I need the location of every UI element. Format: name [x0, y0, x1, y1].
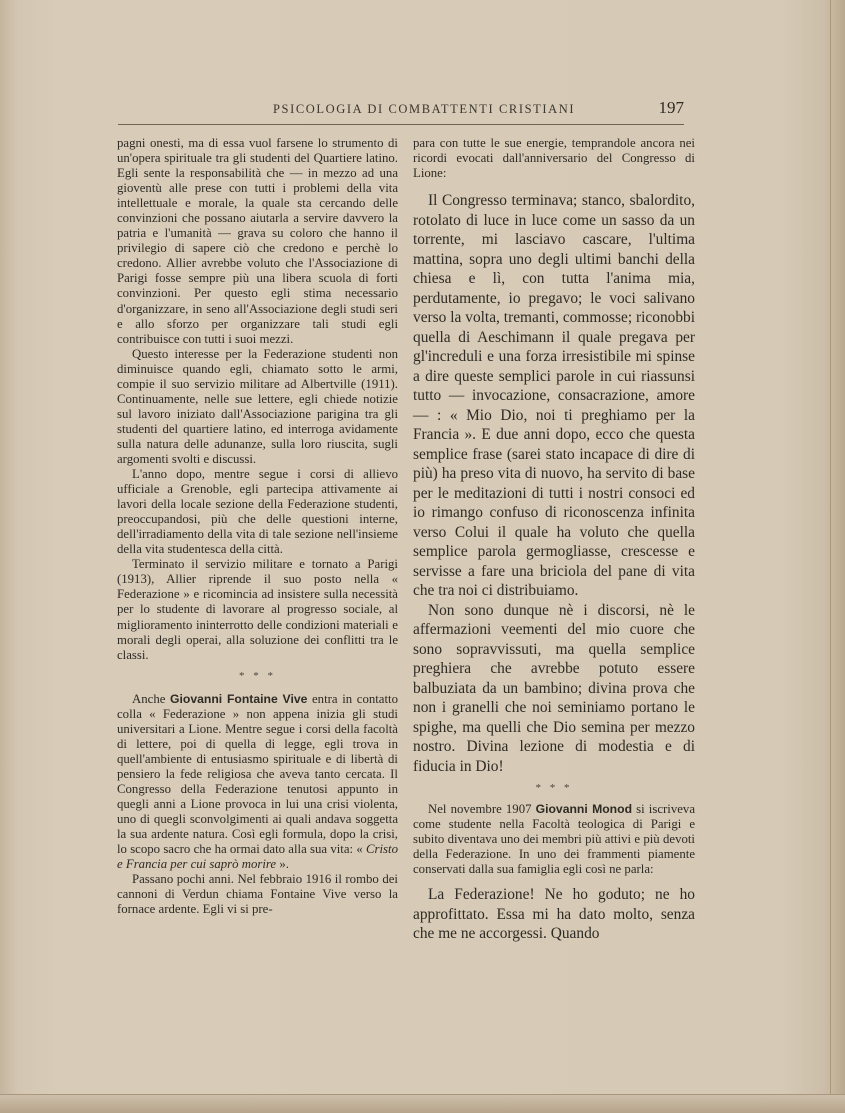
paragraph — [413, 802, 695, 877]
header-rule — [118, 124, 684, 125]
page-edge-right — [830, 0, 845, 1113]
text-run: Anche — [132, 691, 171, 706]
paragraph: L'anno dopo, mentre segue i corsi di allievo ufficiale a Grenoble, egli partecipa attivamente ai lavori della locale sezione della Federazione studenti, preoccupandosi, più che delle questioni interne, dell'irradiamento della vita di tale sezione nell'insieme della vita studentesca della città. — [117, 467, 398, 557]
person-name: Giovanni Monod — [535, 802, 633, 817]
quotation-paragraph: La Federazione! Ne ho goduto; ne ho approfittato. Essa mi ha dato molto, senza che me ne accorgessi. Quando — [413, 886, 695, 943]
paragraph: Questo interesse per la Federazione studenti non diminuisce quando egli, chiamato sotto le armi, compie il suo servizio militare ad Albertville (1911). Continuamente, nelle sue lettere, egli chiede notizie sul lavoro iniziato dall'Associazione parigina tra gli studenti del quartiere latino, ed interroga avidamente sulla natura delle adunanze, sulla loro riuscita, sugli argomenti svolti e discussi. — [117, 346, 398, 466]
quoted-motto: Cristo e Francia per cui saprò morire — [117, 842, 398, 872]
section-separator: * * * — [535, 782, 573, 795]
text-run: Nel novembre 1907 — [428, 802, 536, 817]
paragraph — [117, 692, 398, 873]
person-name: Giovanni Fontaine Vive — [170, 691, 308, 706]
text-run: entra in contatto colla « Federazione » non appena inizia gli studi universitari a Lione. Mentre segue i corsi della facoltà di lettere, poi di quella di legge, egli trova in quell'ambiente di entusiasmo spirituale e di libertà di pensiero la fede religiosa che aveva tanto cercata. Il Congresso della Federazione tenutosi appunto in quegli anni a Lione provoca in lui una crisi violenta, uno di quegli sconvolgimenti ai quali andava soggetta la sua ardente natura. Così egli formula, dopo la crisi, lo scopo sacro che ha ormai dato alla sua vita: « — [117, 691, 398, 857]
paragraph: pagni onesti, ma di essa vuol farsene lo strumento di un'opera spirituale tra gli studenti del Quartiere latino. Egli sente la responsabilità che — in mezzo ad una gioventù alle prese con tutti i problemi della vita intellettuale e morale, la quale sta cercando delle convinzioni che possano aiutarla a servire davvero la patria e l'umanità — grava su coloro che hanno il privilegio di sapere ciò che credono e perchè lo credono. Allier avrebbe voluto che l'Associazione di Parigi fosse sempre più una libera scuola di forti convinzioni. Per questo egli stima necessario d'organizzare, in seno all'Associazione degli studi seri e allo sforzo per organizzare tali studi egli contribuisce con tutti i suoi mezzi. — [117, 136, 398, 346]
text-run: si iscriveva come studente nella Facoltà teologica di Parigi e subito diventava uno dei membri più attivi e più devoti della Federazione. In uno dei frammenti piamente conservati dalla sua famiglia egli così ne parla: — [413, 802, 695, 877]
quotation-paragraph: Non sono dunque nè i discorsi, nè le affermazioni veementi del mio cuore che sono sopravvissuti, ma quella semplice preghiera che avrebbe potuto essere balbuziata da un bambino; divina prova che non i granelli che noi seminiamo portano le spighe, ma quelli che Dio semina per mezzo nostro. Divina lezione di modestia e di fiducia in Dio! — [413, 601, 695, 775]
paragraph: Terminato il servizio militare e tornato a Parigi (1913), Allier riprende il suo posto nella « Federazione » e ricomincia ad insistere sulla necessità per lo studente di lavorare al progresso sociale, al miglioramento ininterrotto delle condizioni materiali e morali degli operai, alla soluzione dei conflitti tra le classi. — [117, 557, 398, 662]
quotation-paragraph: Il Congresso terminava; stanco, sbalordito, rotolato di luce in luce come un sasso da un torrente, mi lasciavo cascare, l'ultima mattina, sopra uno degli ultimi banchi della chiesa e lì, con tutta l'anima mia, perdutamente, io pregavo; le voci salivano verso la volta, tremanti, commosse; riconobbi quella di Aeschimann il quale pregava per gl'increduli e una forza irresistibile mi spinse a dire queste semplici parole in cui riassunsi tutto — invocazione, consacrazione, amore — : « Mio Dio, noi ti preghiamo per la Francia ». E due anni dopo, ecco che questa semplice frase (sarei stato incapace di dire di più) ha preso vita di nuovo, ha servito di base per le meditazioni di tutti i nostri consoci ed io rimango confuso di riconoscenza infinita verso Colui il quale ha voluto che quella semplice parola germogliasse, crescesse e servisse a fare una briciola del pane di vita che tra noi ci distribuiamo. — [413, 192, 695, 600]
running-title: PSICOLOGIA DI COMBATTENTI CRISTIANI — [273, 102, 576, 116]
right-column — [413, 136, 695, 944]
page-number: 197 — [658, 98, 684, 117]
running-header — [118, 100, 684, 124]
page-edge-bottom — [0, 1094, 845, 1113]
paragraph: para con tutte le sue energie, temprandole ancora nei ricordi evocati dall'anniversario del Congresso di Lione: — [413, 136, 695, 181]
text-run: ». — [276, 857, 289, 872]
left-column — [117, 136, 398, 917]
section-separator: * * * — [239, 669, 276, 682]
paragraph: Passano pochi anni. Nel febbraio 1916 il rombo dei cannoni di Verdun chiama Fontaine Vive verso la fornace ardente. Egli vi si pre- — [117, 872, 398, 917]
